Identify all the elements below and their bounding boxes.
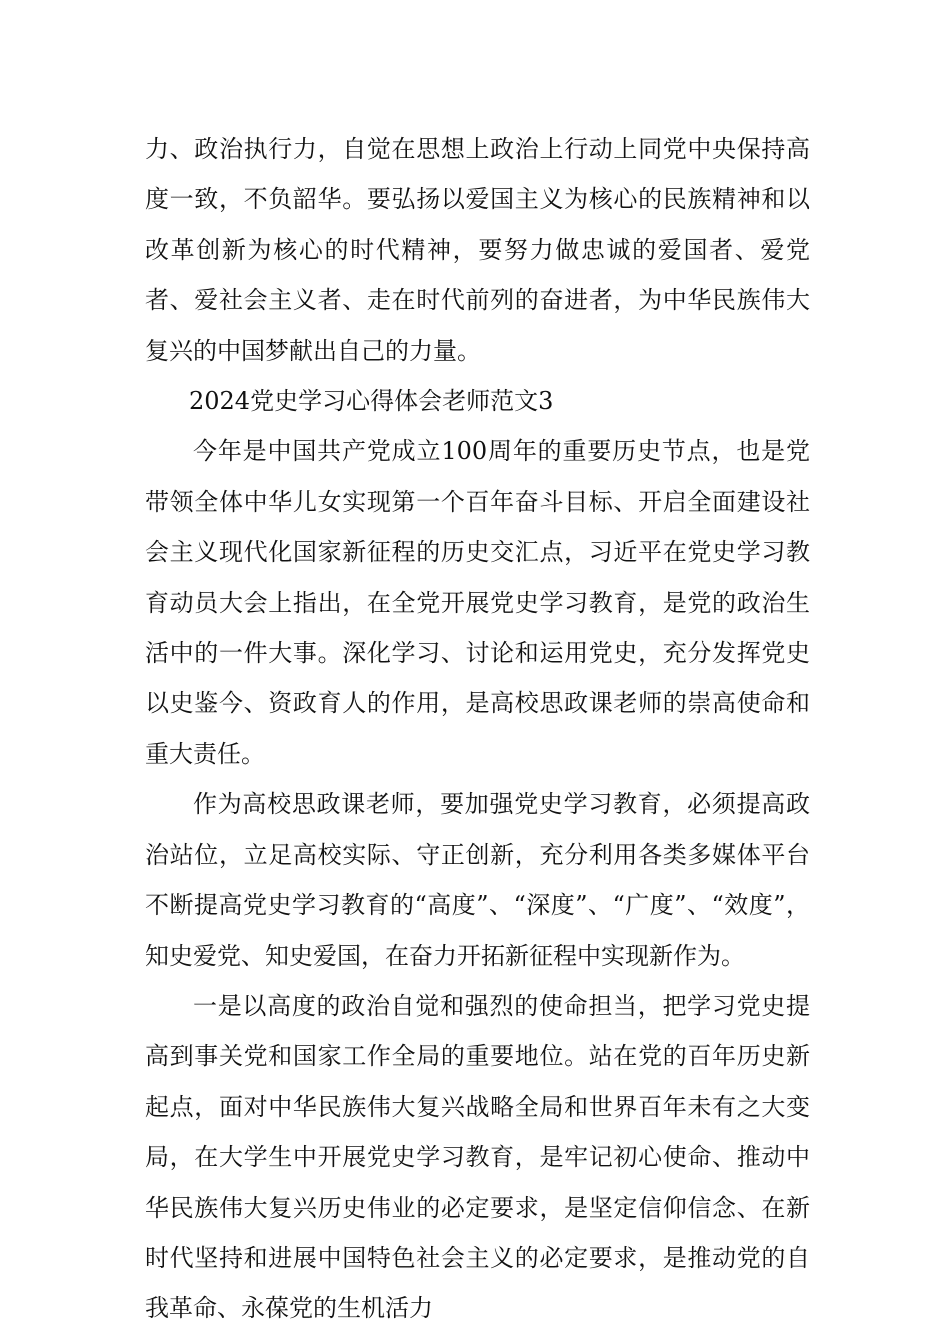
paragraph: 一是以高度的政治自觉和强烈的使命担当，把学习党史提高到事关党和国家工作全局的重要地位。站在党的百年历史新起点，面对中华民族伟大复兴战略全局和世界百年未有之大变局，在大学生中开展党史学习教育，是牢记初心使命、推动中华民族伟大复兴历史伟业的必定要求，是坚定信仰信念、在新时代坚持和进展中国特色社会主义的必定要求，是推动党的自我革命、永葆党的生机活力 <box>145 991 810 1323</box>
paragraph: 作为高校思政课老师，要加强党史学习教育，必须提高政治站位，立足高校实际、守正创新，充分利用各类多媒体平台不断提高党史学习教育的“高度”、“深度”、“广度”、“效度”，知史爱党、知史爱国，在奋力开拓新征程中实现新作为。 <box>145 790 810 970</box>
continued-paragraph: 力、政治执行力，自觉在思想上政治上行动上同党中央保持高度一致，不负韶华。要弘扬以爱国主义为核心的民族精神和以改革创新为核心的时代精神，要努力做忠诚的爱国者、爱党者、爱社会主义者、走在时代前列的奋进者，为中华民族伟大复兴的中国梦献出自己的力量。 <box>145 135 810 365</box>
document-body <box>145 124 810 1334</box>
section-heading: 2024党史学习心得体会老师范文3 <box>189 387 554 416</box>
paragraph: 今年是中国共产党成立100周年的重要历史节点，也是党带领全体中华儿女实现第一个百年奋斗目标、开启全面建设社会主义现代化国家新征程的历史交汇点，习近平在党史学习教育动员大会上指出，在全党开展党史学习教育，是党的政治生活中的一件大事。深化学习、讨论和运用党史，充分发挥党史以史鉴今、资政育人的作用，是高校思政课老师的崇高使命和重大责任。 <box>145 437 810 768</box>
